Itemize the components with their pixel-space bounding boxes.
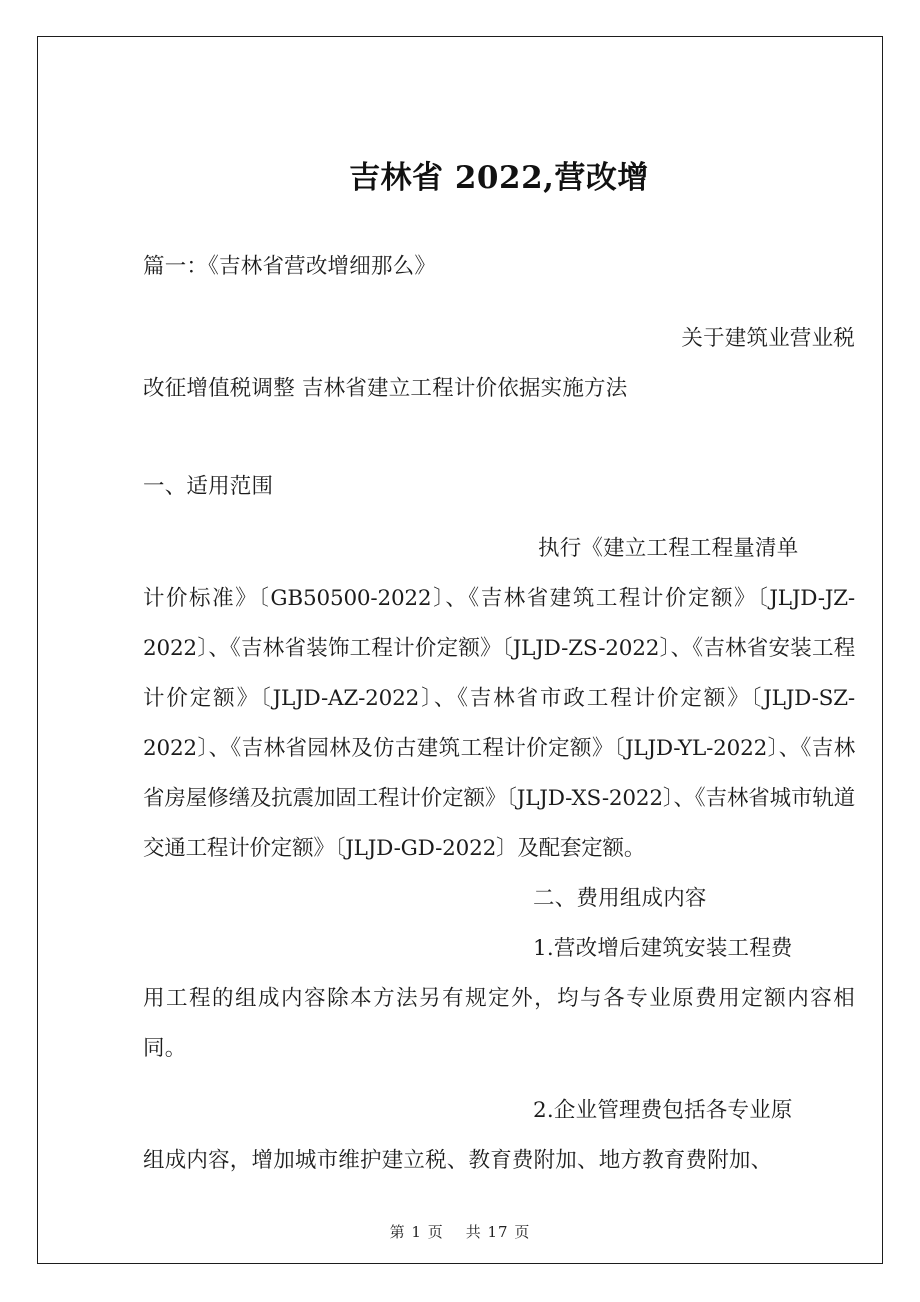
scope-lead-line: 执行《建立工程工程量清单 bbox=[538, 536, 799, 562]
section-heading-scope: 一、适用范围 bbox=[143, 474, 274, 500]
section-heading-cost-composition: 二、费用组成内容 bbox=[533, 886, 707, 912]
spacer bbox=[143, 292, 855, 314]
cost-item-1-lead: 1.营改增后建筑安装工程费 bbox=[533, 936, 793, 962]
cost-item-2-body: 组成内容，增加城市维护建立税、教育费附加、地方教育费附加、 bbox=[143, 1148, 773, 1174]
spacer bbox=[143, 414, 855, 462]
cost-item-2-lead: 2.企业管理费包括各专业原 bbox=[533, 1098, 793, 1124]
notice-title-line-2: 改征增值税调整 吉林省建立工程计价依据实施方法 bbox=[143, 376, 628, 402]
footer-current-page: 第 1 页 bbox=[389, 1223, 444, 1241]
spacer bbox=[143, 512, 855, 524]
scope-standards-list: 计价标准》〔GB50500-2022〕、《吉林省建筑工程计价定额》〔JLJD-JZ-2022〕、《吉林省装饰工程计价定额》〔JLJD-ZS-2022〕、《吉林省安装工程计价定额》〔JLJD-AZ-2022〕、《吉林省市政工程计价定额》〔JLJD-SZ-2022〕、《吉林省园林及仿古建筑工程计价定额》〔JLJD-YL-2022〕、《吉林省房屋修缮及抗震加固工程计价定额》〔JLJD-XS-2022〕、《吉林省城市轨道交通工程计价定额》〔JLJD-GD-2022〕及配套定额。 bbox=[143, 586, 855, 862]
page-title: 吉林省 2022,营改增 bbox=[349, 160, 649, 196]
source-reference-line: 篇一：《吉林省营改增细那么》 bbox=[143, 254, 437, 280]
page-border-frame bbox=[37, 36, 883, 1264]
spacer bbox=[143, 1074, 855, 1086]
footer-total-pages: 共 17 页 bbox=[465, 1223, 531, 1241]
notice-title-line-1: 关于建筑业营业税 bbox=[681, 326, 855, 352]
page-footer bbox=[38, 1221, 882, 1242]
document-content bbox=[143, 158, 855, 1186]
cost-item-1-body: 用工程的组成内容除本方法另有规定外，均与各专业原费用定额内容相同。 bbox=[143, 986, 855, 1062]
